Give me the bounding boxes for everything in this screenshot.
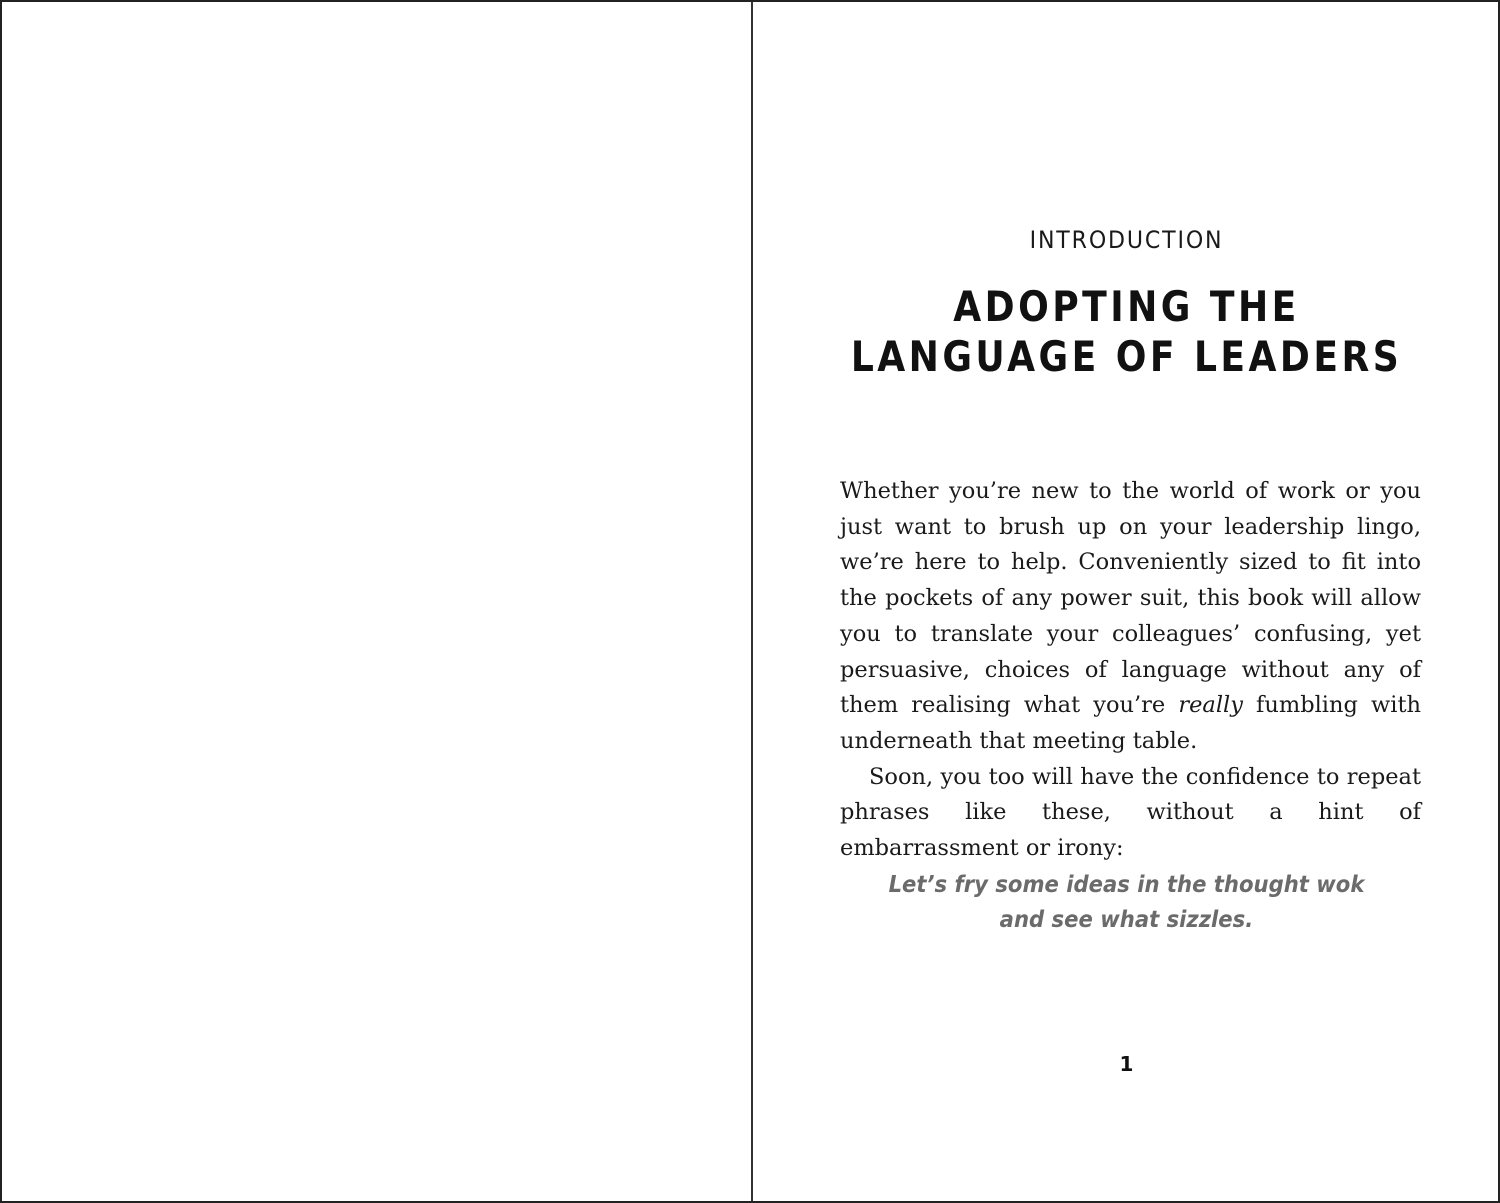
paragraph-1 [840, 474, 1421, 760]
example-quote [783, 868, 1470, 938]
chapter-title [805, 282, 1447, 382]
chapter-title-line-1: ADOPTING THE [953, 282, 1300, 331]
page-number: 1 [1119, 1052, 1134, 1076]
chapter-kicker: INTRODUCTION [1029, 226, 1224, 254]
chapter-title-line-2: LANGUAGE OF LEADERS [850, 332, 1403, 381]
quote-line-1: Let’s fry some ideas in the thought wok [888, 872, 1365, 898]
body-text [840, 474, 1421, 867]
paragraph-1-text-a: Whether you’re new to the world of work or you just want to brush up on your leadership lingo, we’re here to help. Conveniently sized to fit into the pockets of any power suit, this book will allow you to translate your colleagues’ confusing, yet persuasive, choices of language without any of them realising what you’re [840, 478, 1421, 719]
paragraph-1-emphasis: really [1178, 692, 1243, 719]
paragraph-2: Soon, you too will have the confidence to repeat phrases like these, without a hint of embarrassment or irony: [840, 763, 1421, 862]
quote-line-2: and see what sizzles. [999, 907, 1254, 933]
paragraph-1-text-b: fumbling with underneath that meeting table. [840, 692, 1421, 754]
right-page [753, 2, 1500, 1201]
left-page-blank [2, 2, 751, 1201]
